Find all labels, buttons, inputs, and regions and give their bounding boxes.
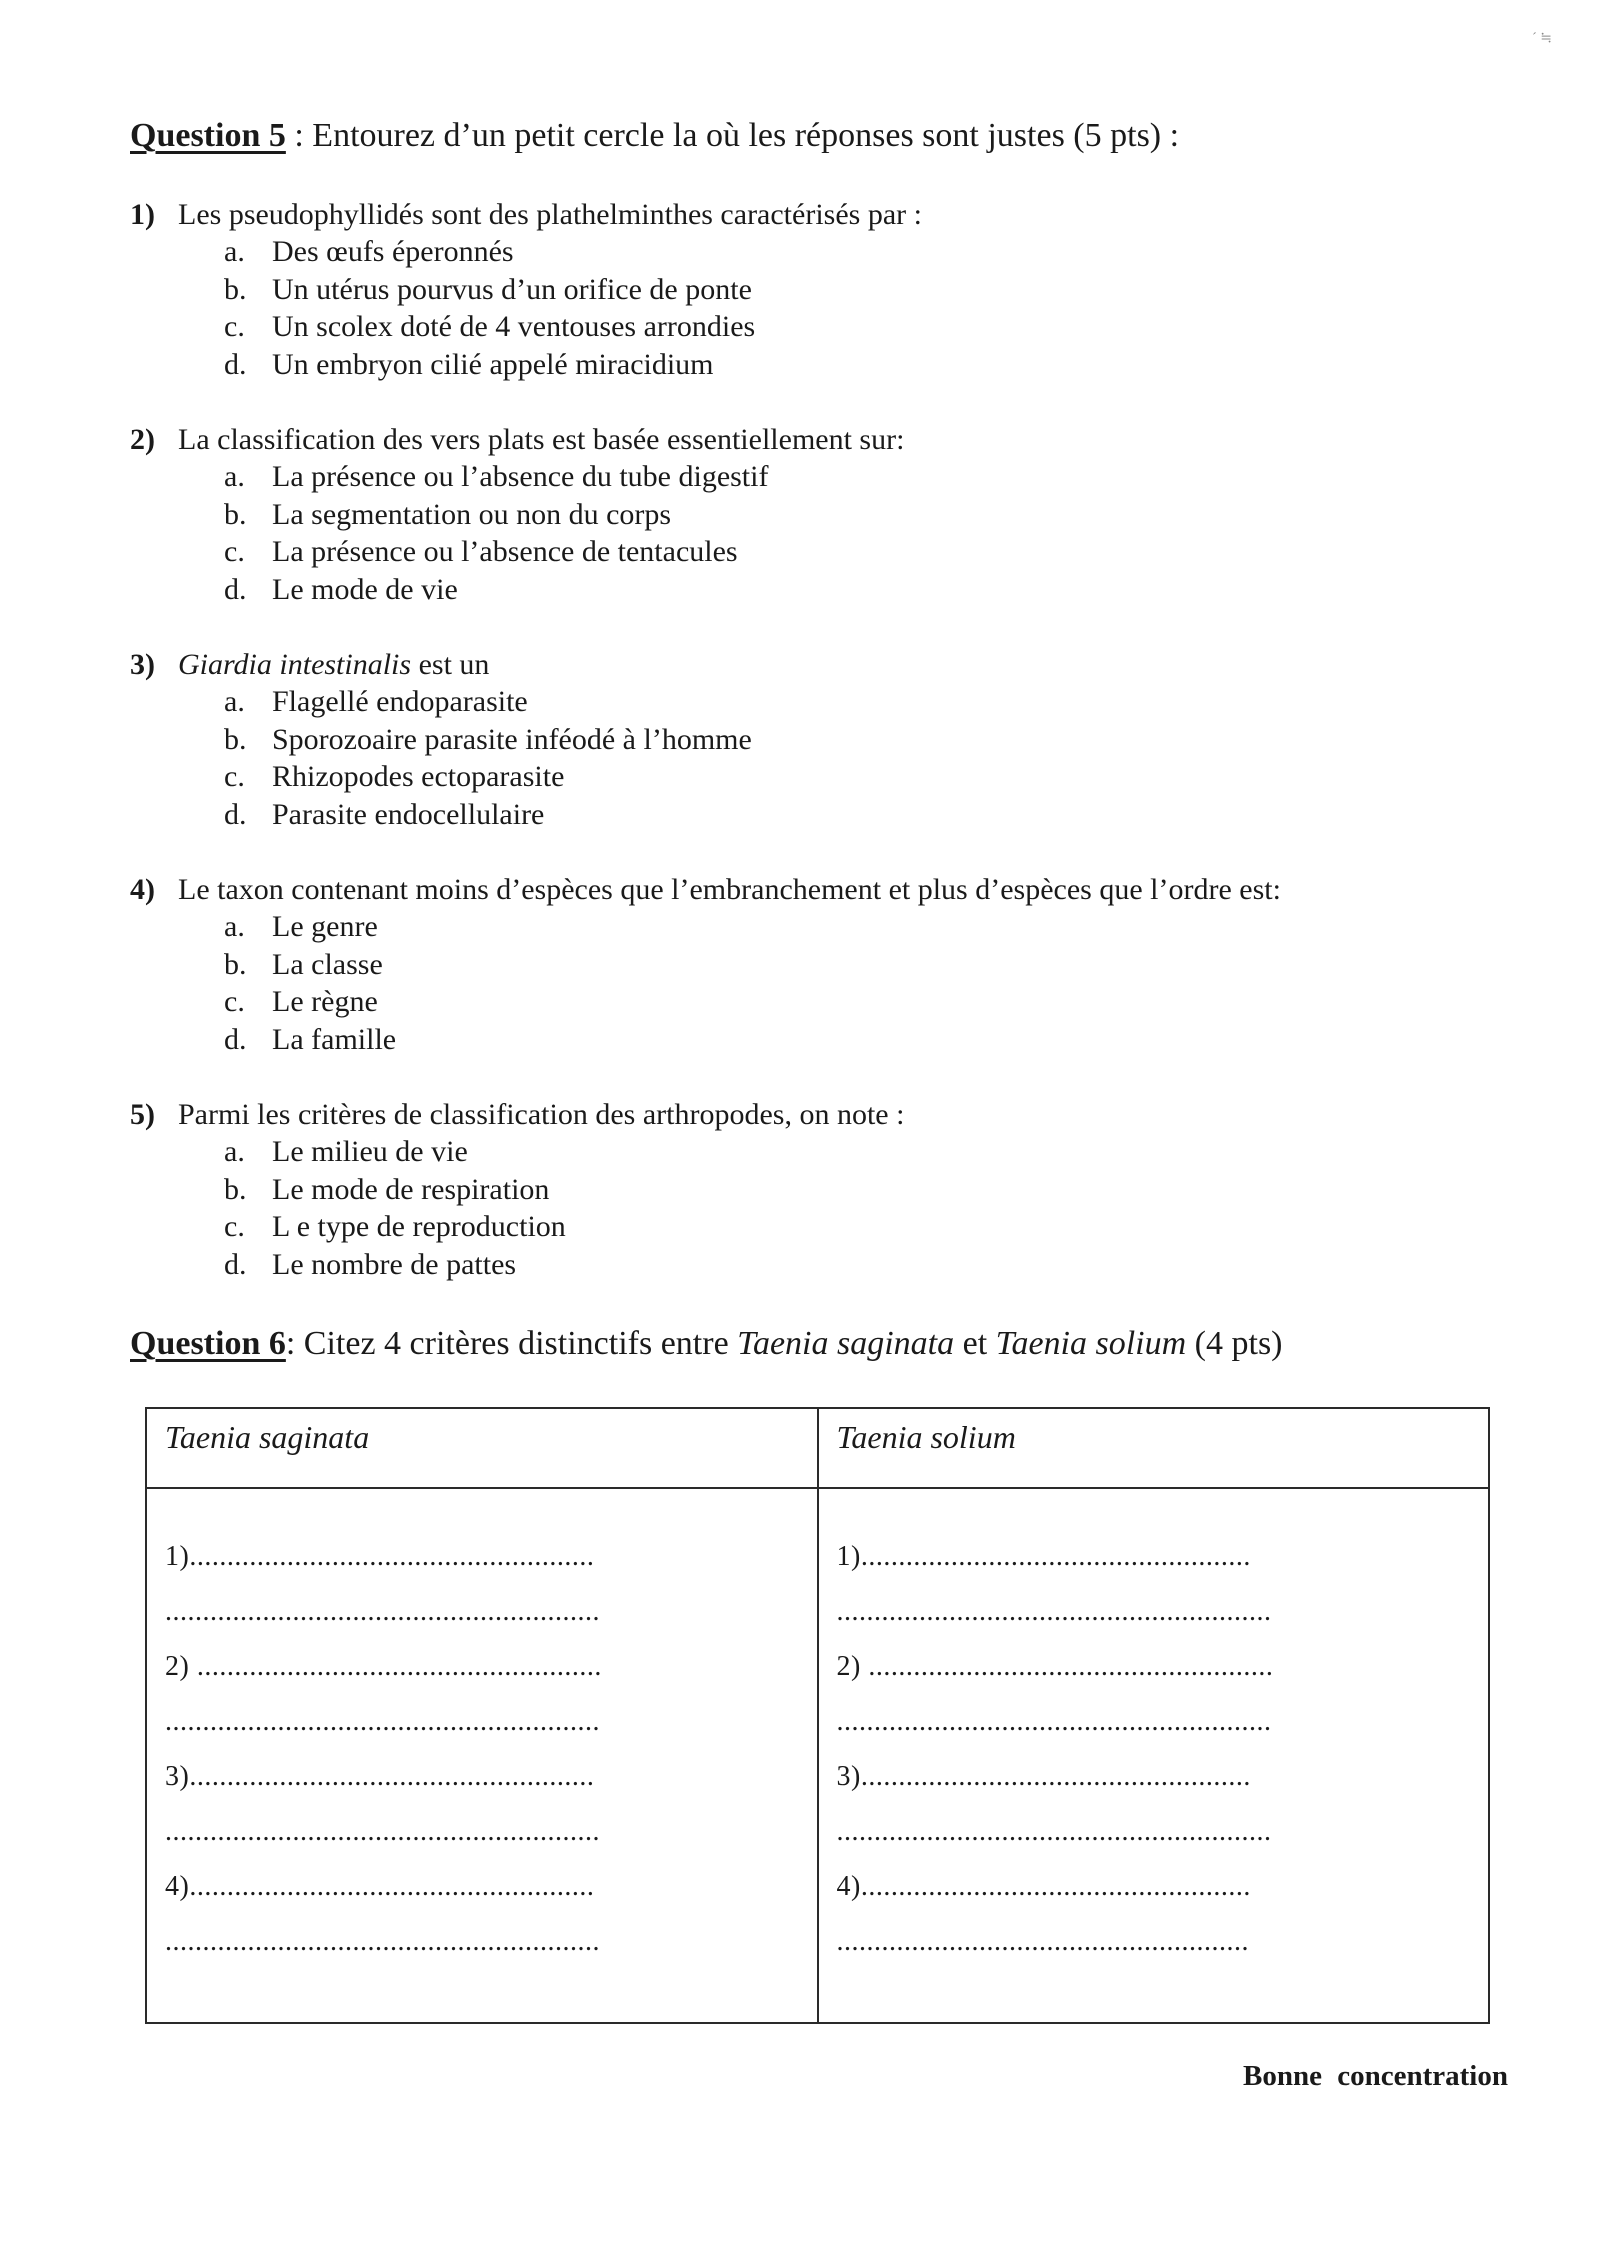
mcq-option-2c[interactable]: c. La présence ou l’absence de tentacules <box>224 535 738 568</box>
answer-line[interactable]: 4).................................................... <box>836 1871 1251 1902</box>
mcq-option-2d[interactable]: d. Le mode de vie <box>224 572 458 606</box>
mcq-option-1b[interactable]: b. Un utérus pourvus d’un orifice de ponte <box>224 272 752 306</box>
mcq-stem-text: Les pseudophyllidés sont des plathelminthes caractérisés par : <box>178 198 922 231</box>
mcq-option-4b[interactable]: b. La classe <box>224 947 383 981</box>
mcq-number: 5) <box>130 1098 155 1131</box>
mcq-item-5 <box>130 1096 1530 1283</box>
question-6-text: : Citez 4 critères distinctifs entre <box>285 1325 738 1362</box>
corner-scan-mark: ´ ≒ <box>1532 31 1552 46</box>
question-6-points: (4 pts) <box>1186 1325 1283 1362</box>
answer-line[interactable]: 3)...................................................... <box>165 1761 595 1792</box>
mcq-item-1 <box>130 196 1530 383</box>
mcq-option-5d[interactable]: d. Le nombre de pattes <box>224 1247 517 1281</box>
mcq-stem-text: Parmi les critères de classification des arthropodes, on note : <box>178 1098 905 1131</box>
header-taenia-saginata: Taenia saginata <box>146 1408 818 1488</box>
mcq-option-1d[interactable]: d. Un embryon cilié appelé miracidium <box>224 347 714 381</box>
mcq-options-4 <box>130 908 1530 1058</box>
question-5-heading <box>130 114 1179 158</box>
mcq-option-3c[interactable]: c. Rhizopodes ectoparasite <box>224 760 565 793</box>
answer-line[interactable]: 1)...................................................... <box>165 1541 595 1572</box>
answer-line[interactable]: 1).................................................... <box>836 1541 1251 1572</box>
mcq-stem-text: est un <box>411 648 490 681</box>
species-name-italic: Giardia intestinalis <box>178 648 412 681</box>
mcq-stem-5 <box>130 1096 1530 1133</box>
mcq-stem-1 <box>130 196 1530 233</box>
mcq-item-2 <box>130 421 1530 608</box>
mcq-option-3d[interactable]: d. Parasite endocellulaire <box>224 797 545 831</box>
mcq-stem-4 <box>130 871 1530 908</box>
mcq-option-4d[interactable]: d. La famille <box>224 1022 397 1056</box>
mcq-option-1a[interactable]: a. Des œufs éperonnés <box>224 235 514 268</box>
answer-line[interactable]: .......................................................... <box>165 1596 600 1627</box>
mcq-options-2 <box>130 458 1530 608</box>
mcq-options-1 <box>130 233 1530 383</box>
mcq-item-4 <box>130 871 1530 1058</box>
question-6-label: Question 6 <box>130 1325 286 1362</box>
answer-column-solium[interactable] <box>818 1488 1490 2023</box>
table-header-row <box>146 1408 1489 1488</box>
answer-line[interactable]: 3).................................................... <box>836 1761 1251 1792</box>
answer-line[interactable]: .......................................................... <box>165 1926 600 1957</box>
question-5-label: Question 5 <box>130 117 286 154</box>
mcq-stem-text: La classification des vers plats est basée essentiellement sur: <box>178 423 905 456</box>
mcq-stem-text: Le taxon contenant moins d’espèces que l’embranchement et plus d’espèces que l’ordre est: <box>178 873 1281 906</box>
mcq-options-5 <box>130 1133 1530 1283</box>
answer-line[interactable]: .......................................................... <box>836 1816 1272 1847</box>
answer-line[interactable]: .......................................................... <box>836 1706 1272 1737</box>
closing-message: Bonne concentration <box>1243 2060 1508 2092</box>
mcq-option-4a[interactable]: a. Le genre <box>224 910 378 943</box>
mcq-option-5a[interactable]: a. Le milieu de vie <box>224 1135 468 1168</box>
mcq-options-3 <box>130 683 1530 833</box>
mcq-item-3 <box>130 646 1530 833</box>
mcq-option-5c[interactable]: c. L e type de reproduction <box>224 1210 566 1243</box>
mcq-option-1c[interactable]: c. Un scolex doté de 4 ventouses arrondies <box>224 310 756 343</box>
answer-column-saginata[interactable] <box>146 1488 818 2023</box>
mcq-option-4c[interactable]: c. Le règne <box>224 985 378 1018</box>
answer-line[interactable]: 2) ...................................................... <box>836 1651 1274 1682</box>
species-b-italic: Taenia solium <box>995 1325 1187 1362</box>
mcq-number: 3) <box>130 648 155 681</box>
answer-line[interactable]: 2) ...................................................... <box>165 1651 602 1682</box>
answer-line[interactable]: 4)...................................................... <box>165 1871 595 1902</box>
question-6-text: et <box>954 1325 996 1362</box>
mcq-option-5b[interactable]: b. Le mode de respiration <box>224 1172 550 1206</box>
mcq-stem-3 <box>130 646 1530 683</box>
question-5-instruction: : Entourez d’un petit cercle la où les réponses sont justes (5 pts) : <box>285 117 1180 154</box>
mcq-option-3a[interactable]: a. Flagellé endoparasite <box>224 685 528 718</box>
table-row <box>146 1488 1489 2023</box>
criteria-table <box>145 1407 1490 2024</box>
mcq-stem-2 <box>130 421 1530 458</box>
mcq-option-2a[interactable]: a. La présence ou l’absence du tube digestif <box>224 460 769 493</box>
species-a-italic: Taenia saginata <box>737 1325 955 1362</box>
mcq-option-3b[interactable]: b. Sporozoaire parasite inféodé à l’homme <box>224 722 752 756</box>
mcq-option-2b[interactable]: b. La segmentation ou non du corps <box>224 497 672 531</box>
answer-line[interactable]: .......................................................... <box>165 1816 600 1847</box>
mcq-number: 2) <box>130 423 155 456</box>
question-6-heading <box>130 1322 1283 1366</box>
header-taenia-solium: Taenia solium <box>818 1408 1490 1488</box>
mcq-number: 4) <box>130 873 155 906</box>
mcq-number: 1) <box>130 198 155 231</box>
answer-line[interactable]: .......................................................... <box>165 1706 600 1737</box>
answer-line[interactable]: .......................................................... <box>836 1596 1272 1627</box>
answer-line[interactable]: ....................................................... <box>836 1926 1249 1957</box>
